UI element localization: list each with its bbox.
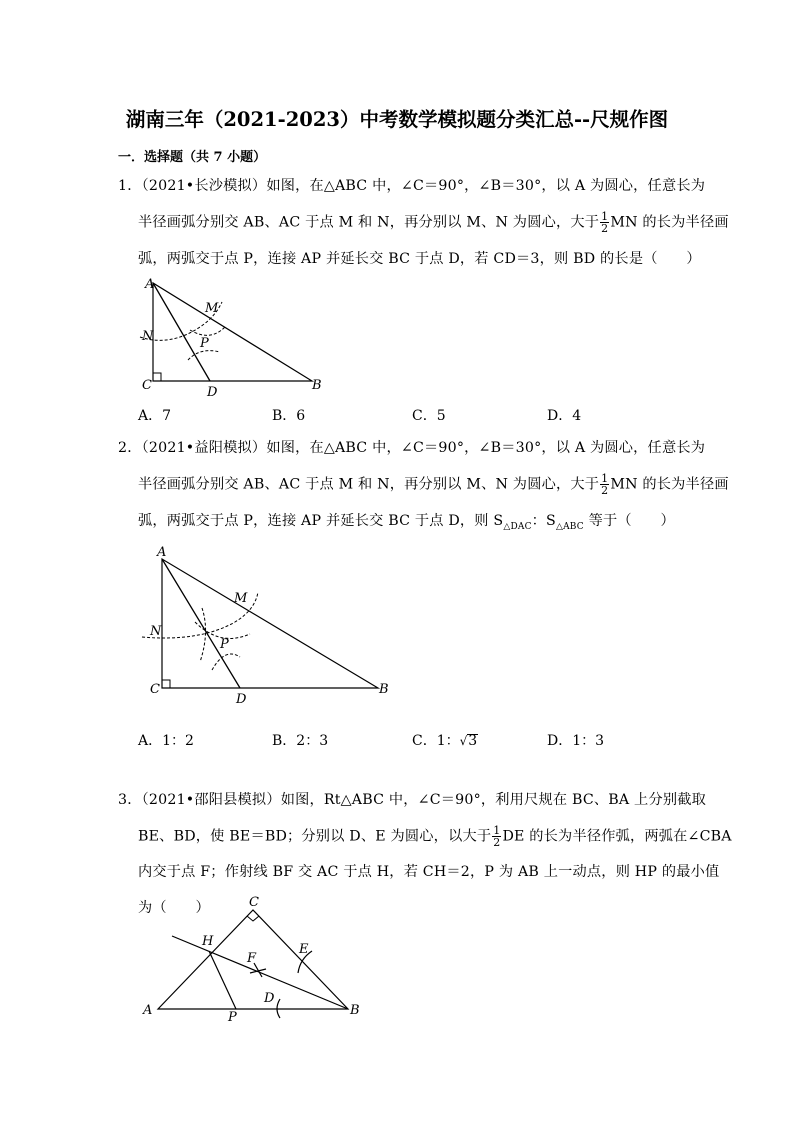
q3-label-a: A: [143, 1003, 153, 1018]
q1-label-p: P: [200, 336, 209, 351]
q1-triangle: [153, 283, 312, 381]
q3-line-1: 3．（2021•邵阳县模拟）如图，Rt△ABC 中，∠C＝90°，利用尺规在 BC、BA 上分别截取: [118, 792, 706, 808]
q3-label-e: E: [299, 942, 309, 957]
q3-segment-hp: [209, 951, 236, 1009]
q1-label-a: A: [145, 277, 155, 292]
q1-line-3: 弧，两弧交于点 P，连接 AP 并延长交 BC 于点 D，若 CD＝3，则 BD 的长是（ ）: [138, 251, 701, 267]
q1-label-b: B: [312, 378, 322, 393]
q1-option-a[interactable]: A．7: [138, 408, 172, 424]
q2-option-a[interactable]: A．1：2: [138, 733, 194, 749]
q3-label-f: F: [247, 951, 257, 966]
q3-label-d: D: [264, 991, 275, 1006]
q3-label-p: P: [228, 1010, 237, 1025]
q2-arc-m: [195, 622, 250, 638]
q1-label-c: C: [142, 378, 152, 393]
q2-option-b[interactable]: B．2：3: [272, 733, 329, 749]
section-heading: 一．选择题（共 7 小题）: [118, 150, 267, 165]
q1-arc-m: [190, 327, 225, 335]
q2-label-m: M: [234, 591, 248, 606]
q2-right-angle: [162, 680, 170, 688]
q2-label-n: N: [150, 624, 162, 639]
q2-option-c[interactable]: C．1：√3: [412, 733, 478, 749]
q1-line-2: 半径画弧分别交 AB、AC 于点 M 和 N，再分别以 M、N 为圆心，大于 $\frac{1}{2}$ MN 的长为半径画: [138, 210, 729, 235]
q3-right-angle: [247, 916, 259, 921]
q2-label-c: C: [150, 682, 160, 697]
q3-label-c: C: [249, 895, 259, 910]
q1-option-b[interactable]: B．6: [272, 408, 306, 424]
q2-fraction: $\frac{1}{2}$: [601, 472, 609, 497]
q3-figure: [140, 893, 375, 1028]
q3-label-h: H: [202, 934, 214, 949]
q2-triangle: [162, 559, 378, 688]
q3-line-2: BE、BD，使 BE＝BD；分别以 D、E 为圆心，以大于 $\frac{1}{2}$ DE 的长为半径作弧，两弧在∠CBA: [138, 824, 732, 849]
q2-line-3: 弧，两弧交于点 P，连接 AP 并延长交 BC 于点 D，则 $S_{\triangle DAC}$：$S_{\triangle ABC}$ 等于（ ）: [138, 513, 675, 532]
q2-bisector-ad: [162, 559, 240, 688]
q2-arc-p: [212, 654, 240, 670]
q2-line-2: 半径画弧分别交 AB、AC 于点 M 和 N，再分别以 M、N 为圆心，大于 $\frac{1}{2}$ MN 的长为半径画: [138, 472, 729, 497]
q1-right-angle: [153, 373, 161, 381]
q1-fraction: $\frac{1}{2}$: [601, 210, 609, 235]
q2-option-d[interactable]: D．1：3: [547, 733, 605, 749]
q2-label-d: D: [236, 692, 247, 707]
q3-line-3: 内交于点 F；作射线 BF 交 AC 于点 H，若 CH＝2，P 为 AB 上一动点，则 HP 的最小值: [138, 864, 720, 880]
q1-figure: [130, 272, 330, 402]
q1-label-d: D: [207, 385, 218, 400]
q2-arc-n: [200, 608, 206, 662]
q2-line-1: 2．（2021•益阳模拟）如图，在△ABC 中，∠C＝90°，∠B＝30°，以 A 为圆心，任意长为: [118, 440, 706, 456]
q2-label-p: P: [220, 637, 229, 652]
q1-label-n: N: [142, 329, 154, 344]
q3-line-4: 为（ ）: [138, 900, 210, 916]
page-title: 湖南三年（2021-2023）中考数学模拟题分类汇总--尺规作图: [125, 108, 669, 131]
q1-bisector-ad: [153, 283, 210, 381]
q1-line-1: 1．（2021•长沙模拟）如图，在△ABC 中，∠C＝90°，∠B＝30°，以 A 为圆心，任意长为: [118, 178, 706, 194]
q2-label-a: A: [157, 545, 167, 560]
q1-label-m: M: [205, 301, 219, 316]
q3-label-b: B: [350, 1003, 360, 1018]
q2-label-b: B: [379, 682, 389, 697]
q3-fraction: $\frac{1}{2}$: [493, 824, 501, 849]
q2-figure: [140, 542, 400, 707]
q1-option-c[interactable]: C．5: [412, 408, 446, 424]
q1-option-d[interactable]: D．4: [547, 408, 582, 424]
